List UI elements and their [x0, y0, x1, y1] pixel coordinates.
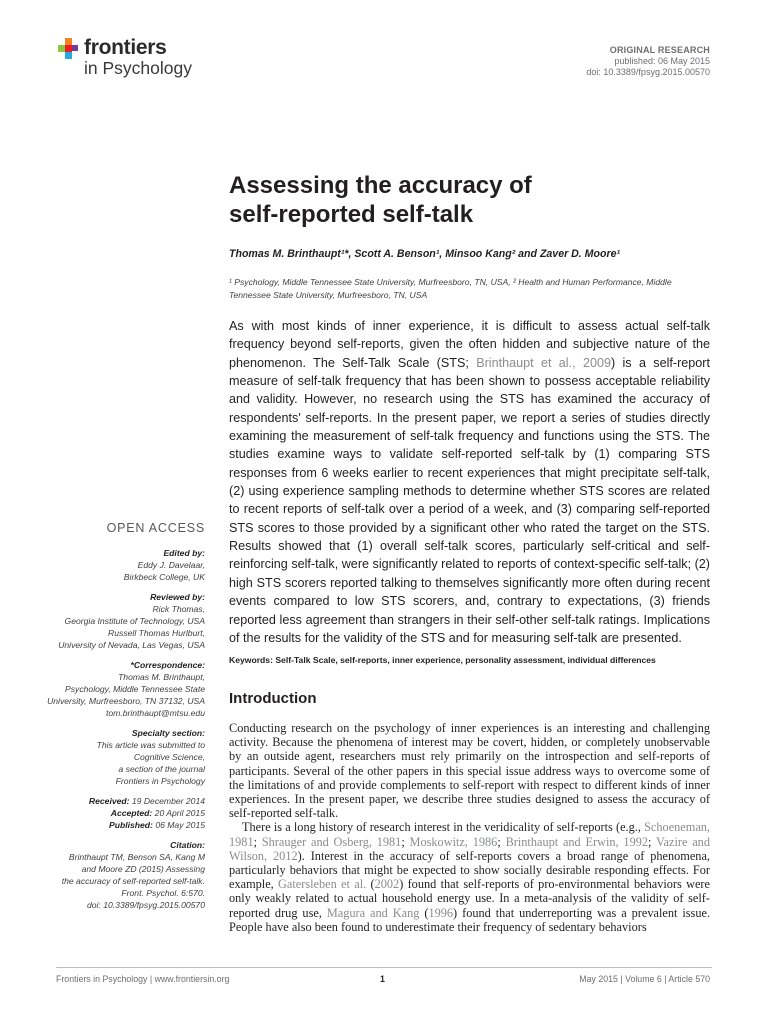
paragraph-text: (	[419, 905, 429, 920]
article-type: ORIGINAL RESEARCH	[609, 45, 710, 55]
citation-text: Front. Psychol. 6:570.	[121, 888, 205, 898]
doi[interactable]: doi: 10.3389/fpsyg.2015.00570	[586, 67, 710, 77]
page-number: 1	[380, 974, 385, 984]
citation-link[interactable]: Gatersleben et al.	[278, 877, 367, 892]
paragraph-text: ) found that self-reports of pro-environmental behaviors were only weakly related to actual household energy use. In a meta-analysis of the validity of self-reported drug use,	[229, 877, 710, 920]
reviewer-affiliation: Georgia Institute of Technology, USA	[64, 616, 205, 626]
paragraph-text: ;	[497, 834, 506, 849]
accepted-label: Accepted:	[110, 808, 153, 818]
logo-wordmark-frontiers: frontiers	[84, 36, 167, 59]
citation-link[interactable]: 1996	[428, 905, 454, 920]
published-date-sidebar	[35, 819, 205, 831]
correspondence-address: University, Murfreesboro, TN 37132, USA	[47, 696, 205, 706]
reviewer-affiliation: University of Nevada, Las Vegas, USA	[58, 640, 205, 650]
abstract	[229, 317, 710, 647]
paragraph-text: ;	[253, 834, 262, 849]
correspondence-name: Thomas M. Brinthaupt,	[118, 672, 205, 682]
article-meta-header	[586, 45, 710, 78]
citation-link[interactable]: Magura and Kang	[326, 905, 420, 920]
reviewed-by-label: Reviewed by:	[150, 592, 205, 602]
logo-wordmark-journal: in Psychology	[84, 58, 192, 78]
author-list: Thomas M. Brinthaupt¹*, Scott A. Benson¹, Minsoo Kang² and Zaver D. Moore¹	[229, 248, 620, 260]
paragraph-text: There is a long history of research interest in the veridicality of self-reports (e.g.,	[242, 820, 645, 835]
citation-text: the accuracy of self-reported self-talk.	[61, 876, 205, 886]
specialty-text: Cognitive Science,	[133, 752, 205, 762]
abstract-text: As with most kinds of inner experience, it is difficult to assess actual self-talk frequency beyond self-reports, given the often hidden and subjective nature of the phenomenon. The Self-Talk Scale (STS;	[229, 319, 710, 370]
accepted-date	[35, 807, 205, 819]
frontiers-logo-icon	[56, 36, 82, 62]
received-date	[35, 795, 205, 807]
citation-link[interactable]: Brinthaupt et al., 2009	[476, 355, 611, 370]
paragraph-text: ). Interest in the accuracy of self-reports covers a broad range of phenomena, particularly behaviors that might be expected to show socially desirable responding effects. For example,	[229, 848, 710, 892]
paragraph-text: ;	[648, 834, 657, 849]
editor-affiliation: Birkbeck College, UK	[123, 572, 205, 582]
specialty-section-label: Specialty section:	[131, 728, 205, 738]
citation-link[interactable]: Brinthaupt and Erwin, 1992	[505, 834, 649, 849]
citation-link[interactable]: Moskowitz, 1986	[409, 834, 498, 849]
footer-journal[interactable]: Frontiers in Psychology | www.frontiersin.org	[56, 974, 230, 984]
keywords: Keywords: Self-Talk Scale, self-reports, inner experience, personality assessment, individual differences	[229, 655, 656, 665]
citation-link[interactable]: Shrauger and Osberg, 1981	[261, 834, 402, 849]
paragraph-text: (	[366, 877, 375, 892]
paragraph	[229, 820, 710, 934]
open-access-label: OPEN ACCESS	[106, 521, 205, 535]
correspondence-address: Psychology, Middle Tennessee State	[65, 684, 205, 694]
citation-text: and Moore ZD (2015) Assessing	[81, 864, 205, 874]
article-info-sidebar	[35, 547, 205, 911]
editor-name: Eddy J. Davelaar,	[137, 560, 205, 570]
published-label: Published:	[108, 820, 153, 830]
paragraph-text: ) found that underreporting was a prevalent issue. People have also been found to underestimate their frequency of sedentary behaviors	[229, 905, 711, 934]
specialty-text: Frontiers in Psychology	[115, 776, 205, 786]
specialty-text: a section of the journal	[118, 764, 205, 774]
correspondence-email[interactable]: tom.brinthaupt@mtsu.edu	[105, 708, 205, 718]
edited-by-label: Edited by:	[163, 548, 205, 558]
abstract-text: ) is a self-report measure of self-talk frequency that has been shown to possess acceptable reliability and validity. However, no research using the STS has examined the accuracy of respondents' self-reports. In the present paper, we report a series of studies directly examining the measurement of self-talk frequency and functions using the STS. The studies examine ways to validate self-reported self-talk by (1) comparing STS responses from 6 weeks earlier to recent experiences that might precipitate self-talk, (2) using experience sampling methods to determine whether STS scores are related to recent reports of self-talk over a period of a week, and (3) comparing self-reported STS scores to those provided by a significant other who rated the target on the STS. Results showed that (1) overall self-talk scores, particularly self-critical and self-reinforcing self-talk, were significantly related to reports of context-specific self-talk; (2) high STS scorers reported talking to themselves significantly more often during recent events compared to low STS scorers, and, contrary to expectations, (3) friends reported less agreement than strangers in their self-other self-talk ratings. Implications of the results for the validity of the STS and for measuring self-talk are presented.	[229, 355, 710, 645]
citation-link[interactable]: 2002	[374, 877, 400, 892]
citation-link[interactable]: Vazire and Wilson, 2012	[229, 834, 710, 863]
citation-label: Citation:	[170, 840, 205, 850]
article-title	[229, 171, 709, 229]
frontiers-logo	[56, 34, 206, 84]
reviewer-name: Rick Thomas,	[152, 604, 205, 614]
introduction-body	[229, 721, 710, 934]
citation-text: Brinthaupt TM, Benson SA, Kang M	[68, 852, 205, 862]
received-value: 19 December 2014	[131, 796, 205, 806]
footer-divider	[56, 967, 712, 968]
citation-doi[interactable]: doi: 10.3389/fpsyg.2015.00570	[86, 900, 205, 910]
received-label: Received:	[88, 796, 130, 806]
reviewer-name: Russell Thomas Hurlburt,	[108, 628, 205, 638]
article-title-line-2: self-reported self-talk	[229, 201, 474, 228]
specialty-text: This article was submitted to	[96, 740, 205, 750]
paragraph-text: ;	[401, 834, 410, 849]
published-value: 06 May 2015	[155, 820, 205, 830]
section-heading-introduction: Introduction	[229, 690, 317, 707]
published-date: published: 06 May 2015	[614, 56, 710, 66]
correspondence-label: *Correspondence:	[130, 660, 205, 670]
citation-link[interactable]: Schoeneman, 1981	[229, 820, 710, 849]
affiliations: ¹ Psychology, Middle Tennessee State University, Murfreesboro, TN, USA, ² Health and Human Performance, Middle Tennessee State University, Murfreesboro, TN, USA	[229, 277, 672, 300]
accepted-value: 20 April 2015	[154, 808, 205, 818]
footer-issue-info: May 2015 | Volume 6 | Article 570	[579, 974, 710, 984]
article-title-line-1: Assessing the accuracy of	[229, 172, 532, 199]
paragraph: Conducting research on the psychology of inner experiences is an interesting and challenging activity. Because the phenomena of interest may be covert, hidden, or completely unobservable by an outside agent, researchers must rely primarily on the introspection and self-reports of participants. Several of the other papers in this special issue address ways to overcome some of the limitations of and provide complements to self-report with respect to different kinds of inner experiences. In the present paper, we describe three studies designed to assess the accuracy of self-reported self-talk.	[229, 721, 710, 821]
